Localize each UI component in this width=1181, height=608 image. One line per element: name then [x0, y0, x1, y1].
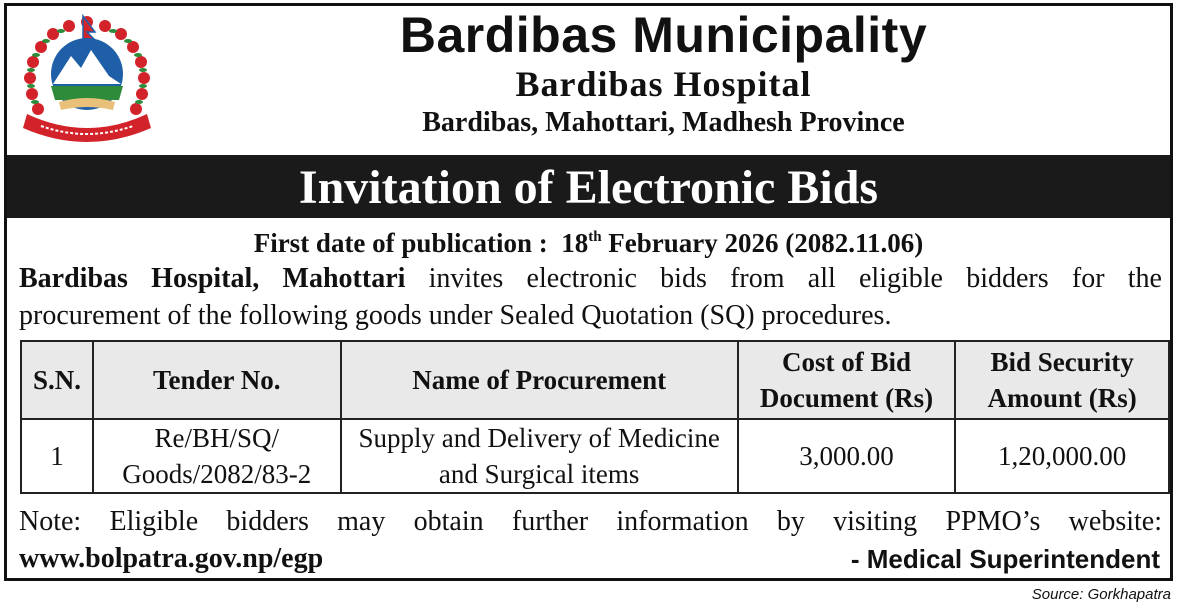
note-text: Note: Eligible bidders may obtain further information by visiting PPMO’s website: [19, 506, 1162, 537]
intro-line-2: procurement of the following goods under Sealed Quotation (SQ) procedures. [19, 300, 892, 331]
publication-date [7, 225, 1170, 261]
header-cost: Cost of Bid Document (Rs) [738, 341, 956, 419]
intro-paragraph [19, 260, 1162, 334]
source-credit: Source: Gorkhapatra [1031, 586, 1171, 603]
cell-security: 1,20,000.00 [955, 419, 1169, 493]
intro-organization: Bardibas Hospital, Mahottari [19, 263, 406, 294]
intro-line-1 [19, 260, 1162, 297]
notice-frame [4, 3, 1173, 581]
website-link[interactable]: www.bolpatra.gov.np/egp [19, 543, 324, 574]
cell-tender-no: Re/BH/SQ/ Goods/2082/83-2 [93, 419, 341, 493]
hospital-address: Bardibas, Mahottari, Madhesh Province [422, 107, 905, 138]
publication-label: First date of publication : [253, 228, 548, 258]
municipality-title: Bardibas Municipality [399, 7, 928, 63]
publication-day: 18 [561, 228, 589, 258]
bids-table [20, 340, 1170, 494]
cell-cost: 3,000.00 [738, 419, 956, 493]
cell-sn: 1 [21, 419, 93, 493]
nepal-emblem-icon [19, 14, 155, 148]
publication-day-suffix: th [588, 229, 602, 245]
header-tender-no: Tender No. [93, 341, 341, 419]
cell-procurement: Supply and Delivery of Medicine and Surgical items [341, 419, 738, 493]
signature: - Medical Superintendent [850, 544, 1160, 574]
hospital-name: Bardibas Hospital [515, 64, 812, 104]
table-row [21, 419, 1169, 493]
intro-line-1-rest: invites electronic bids from all eligible bidders for the [405, 263, 1162, 294]
table-header-row [21, 341, 1169, 419]
header-sn: S.N. [21, 341, 93, 419]
notice-banner: Invitation of Electronic Bids [7, 155, 1170, 218]
header-procurement: Name of Procurement [341, 341, 738, 419]
publication-month-year: February 2026 (2082.11.06) [608, 228, 924, 258]
header-security: Bid Security Amount (Rs) [955, 341, 1169, 419]
